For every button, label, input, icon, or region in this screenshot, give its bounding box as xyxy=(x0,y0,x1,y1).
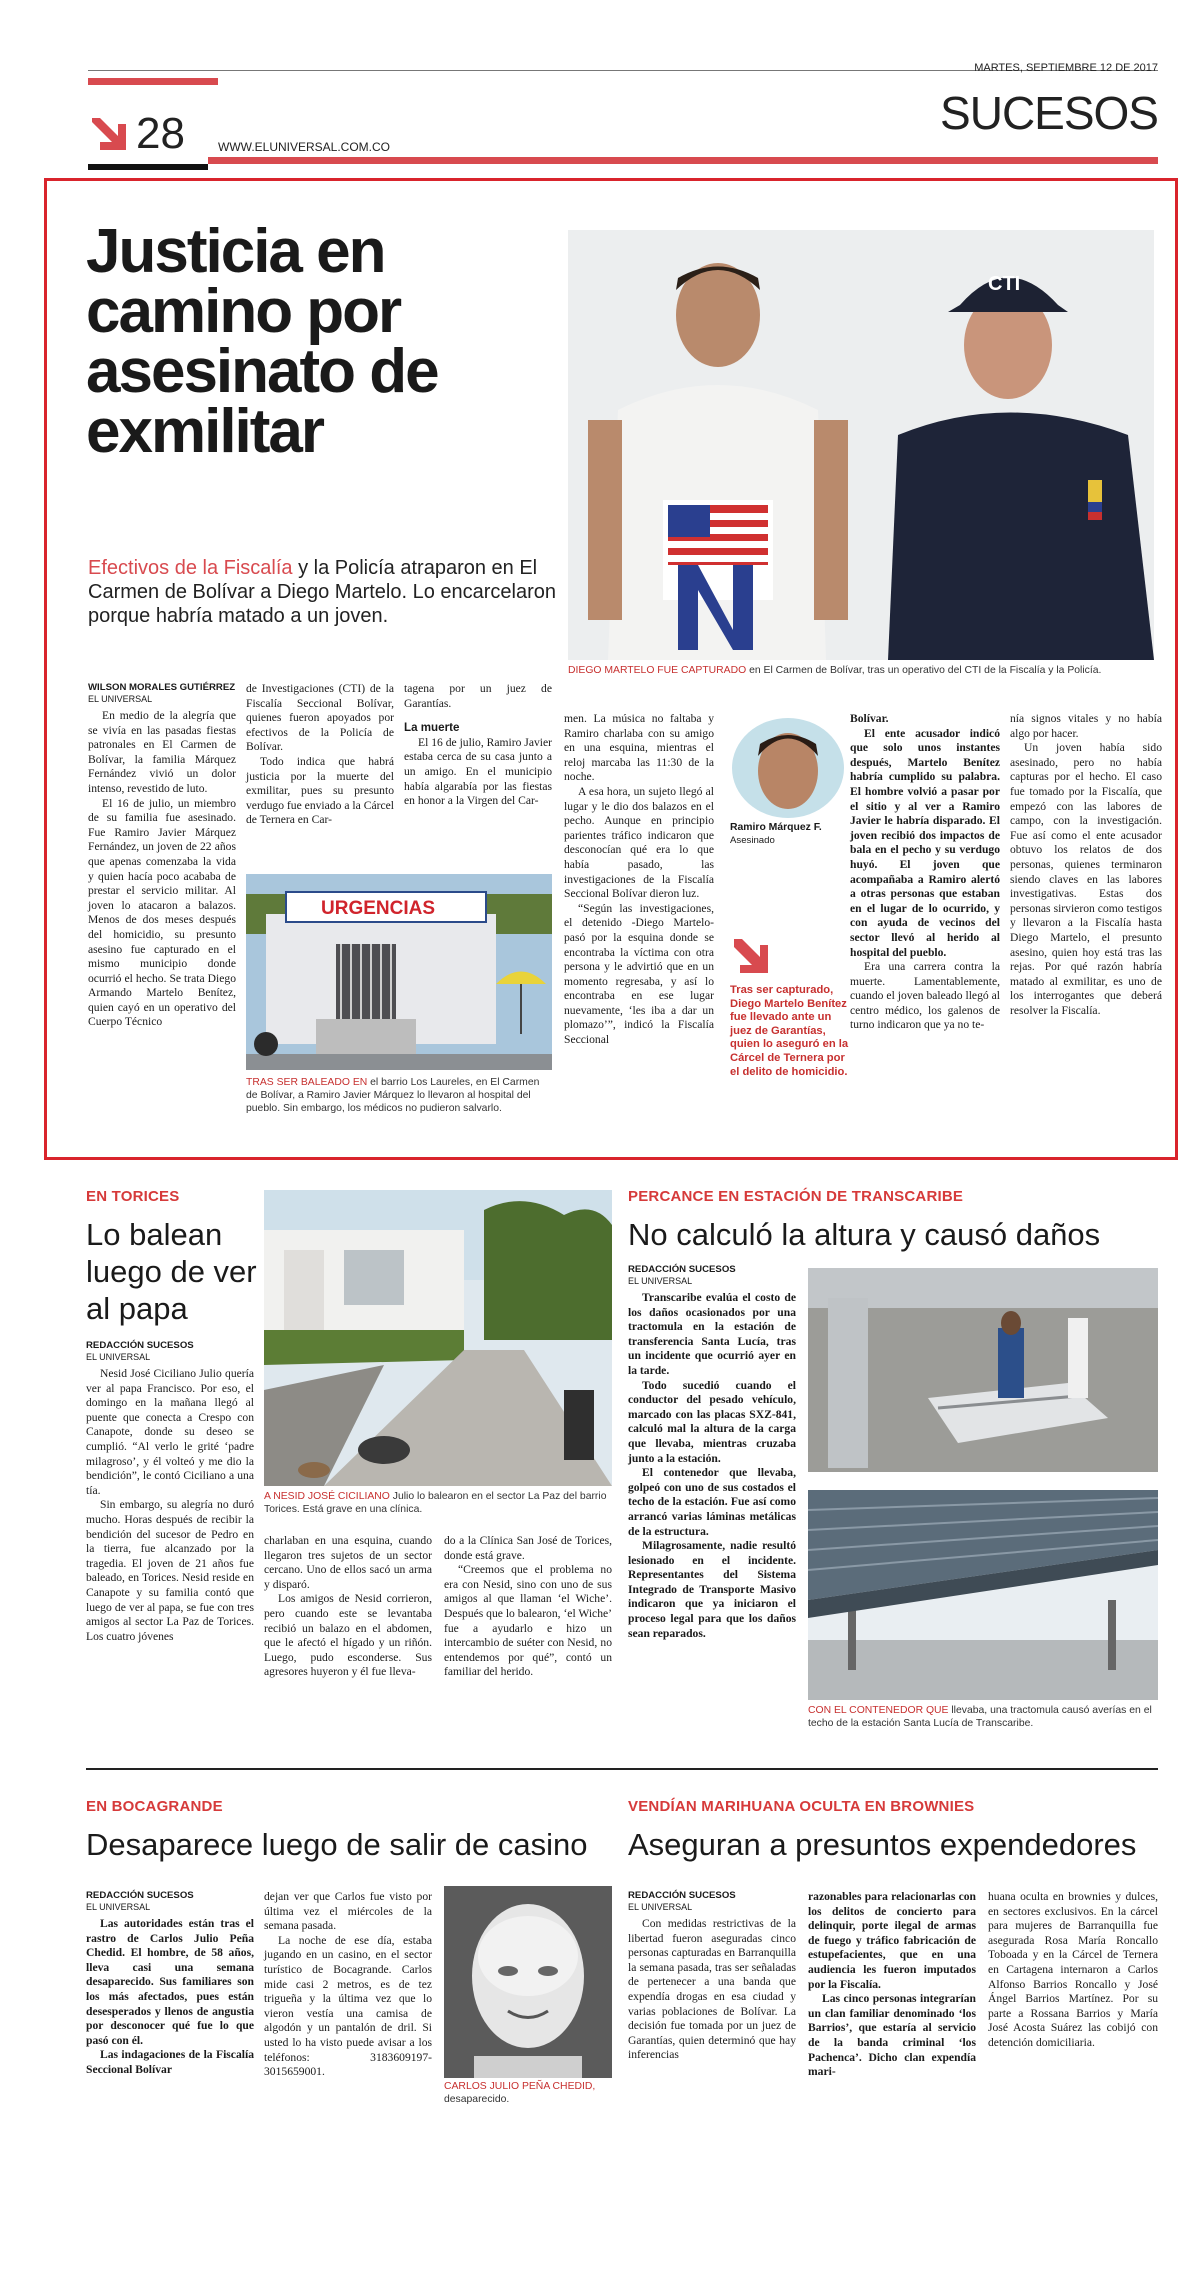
bocagrande-col-2 xyxy=(264,1890,432,2080)
section-divider xyxy=(86,1768,1158,1770)
lead-col-3 xyxy=(404,682,552,809)
lead-summary xyxy=(88,556,558,628)
summary-highlight-fiscalia: Efectivos de la Fiscalía xyxy=(88,557,293,579)
lead-photo-caption xyxy=(568,664,1158,677)
bocagrande-col2-p1: dejan ver que Carlos fue visto por última vez el miércoles de la semana pasada. xyxy=(264,1890,432,1933)
brownies-col2-p2: Las cinco personas integrarían un clan familiar denominado ‘los Barrios’, que estaría al servicio de la banda criminal ‘los Pachenca’. Dicho clan expendía mari- xyxy=(808,1992,976,2079)
transcaribe-p4: Milagrosamente, nadie resultó lesionado en el incidente. Representantes del Sistema Integrado de Transporte Masivo indicaron que ya iniciaron el proceso legal para que los daños sean reparados. xyxy=(628,1539,796,1640)
lead-col1-p1: En medio de la alegría que se vivía en las pasadas fiestas patronales en El Carmen de Bolívar, la familia Márquez Fernández vivió un dolor intenso, revestido de luto. xyxy=(88,709,236,795)
lead-col4-p1: men. La música no faltaba y Ramiro charlaba con su amigo en una esquina, mientras el reloj marcaba las 11:30 de la noche. xyxy=(564,712,714,784)
torices-headline: Lo balean luego de ver al papa xyxy=(86,1217,257,1326)
caption-lead: DIEGO MARTELO FUE CAPTURADO xyxy=(568,665,747,676)
summary-mid: y la Policía atraparon en xyxy=(292,557,520,579)
torices-caption-lead: A NESID JOSÉ CICILIANO xyxy=(264,1491,390,1502)
lead-col4-p3: “Según las investigaciones, el detenido -Diego Martelo- pasó por la esquina donde se encontraba la víctima con otra persona y le advirtió que en un momento regresaba, y así lo encontraba en ese lugar nuevamente, ‘les iba a dar un plomazo’”, indicó la Fiscalía Seccional xyxy=(564,901,714,1047)
torices-col1-p1: Nesid José Ciciliano Julio quería ver al papa Francisco. Por eso, el domingo en la mañana llegó al puente que conecta a Crespo con Canapote, donde su deseo se cumplió. “Al verlo le grité ‘padre milagroso’, y él volteó y me dio la bendición”, le contó Ciciliano a una tía. xyxy=(86,1367,254,1497)
lead-subhead: La muerte xyxy=(404,721,460,735)
bocagrande-byline: REDACCIÓN SUCESOS xyxy=(86,1890,194,1901)
transcaribe-caption-lead: CON EL CONTENEDOR QUE xyxy=(808,1705,949,1716)
header-black-underline xyxy=(88,164,208,170)
torices-street-photo xyxy=(264,1190,612,1486)
torices-col-1 xyxy=(86,1340,254,1644)
site-url[interactable]: WWW.ELUNIVERSAL.COM.CO xyxy=(218,140,391,154)
brownies-headline: Aseguran a presuntos expendedores xyxy=(628,1827,1137,1862)
lead-col5-p1: Bolívar. xyxy=(850,712,889,725)
brownies-col-1 xyxy=(628,1890,796,2063)
lead-photo-arrest xyxy=(568,230,1154,660)
lead-col6-p1: nía signos vitales y no había algo por hacer. xyxy=(1010,712,1162,740)
transcaribe-p3: El contenedor que llevaba, golpeó con uno de sus costados el techo de la estación. Fue así como arrancó varias láminas metálicas de la estructura. xyxy=(628,1466,796,1538)
hospital-caption-lead: TRAS SER BALEADO EN xyxy=(246,1077,368,1088)
lead-col-6 xyxy=(1010,712,1162,1018)
brownies-col3-p1: huana oculta en brownies y dulces, en sectores exclusivos. En la cárcel para mujeres de Barranquilla fue asegurada Rosa María Roncallo Toboada y en la Cárcel de Ternera en Cartagena internaron a Carlos Alfonso Barrios Roncallo y José Ángel Barrios Martínez. Por su parte a Rossana Barrios y María José Acosta Suárez las cobijó con detención domiciliaria. xyxy=(988,1890,1158,2049)
missing-person-photo xyxy=(444,1886,612,2078)
page-header xyxy=(88,62,1158,177)
cap-cti-text: CTI xyxy=(988,273,1021,295)
section-title: SUCESOS xyxy=(940,87,1158,139)
page-arrow-icon xyxy=(88,114,132,154)
transcaribe-byline-org: EL UNIVERSAL xyxy=(628,1276,693,1286)
torices-col-2 xyxy=(264,1534,432,1680)
transcaribe-caption xyxy=(808,1704,1158,1730)
issue-date: MARTES, SEPTIEMBRE 12 DE 2017 xyxy=(974,62,1158,74)
missing-caption-lead: CARLOS JULIO PEÑA CHEDID, xyxy=(444,2081,596,2092)
torices-col3-p2: “Creemos que el problema no era con Nesid, sino con uno de sus amigos al que llaman ‘el Wiche’. Después que lo balearon, ‘el Wiche’ fue a ayudarlo e hizo un intercambio de suéter con Nesid, no entendemos por qué”, contó un familiar del herido. xyxy=(444,1563,613,1679)
torices-col1-p2: Sin embargo, su alegría no duró mucho. Horas después de recibir la bendición del sucesor de Pedro en la tierra, fue alcanzado por la tragedia. El joven de 21 años fue baleado, en Torices. Nesid reside en Canapote y su familia contó que luego de ver al papa, se fue con tres amigos al sector La Paz de Torices. Los cuatro jóvenes xyxy=(86,1498,254,1643)
lead-col-1 xyxy=(88,682,236,1030)
bocagrande-col2-p2: La noche de ese día, estaba jugando en un casino, en el sector turístico de Bocagrande. Carlos mide casi 2 metros, es de tez trigueña y la última vez que lo vieron vestía una camisa de algodón y un pantalón de dril. Si usted lo ha visto puede avisar a los teléfonos: 3183609197-3015659001. xyxy=(264,1933,432,2079)
bocagrande-byline-org: EL UNIVERSAL xyxy=(86,1902,151,1912)
lead-byline: WILSON MORALES GUTIÉRREZ xyxy=(88,682,236,693)
lead-headline: Justicia en camino por asesinato de exmilitar xyxy=(86,217,438,466)
victim-portrait xyxy=(730,716,846,820)
summary-highlight-carmen: El Carmen de Bolívar xyxy=(88,557,538,603)
bocagrande-kicker: EN BOCAGRANDE xyxy=(86,1798,223,1815)
lead-col4-p2: A esa hora, un sujeto llegó al lugar y le dio dos balazos en el pecho. Aunque en principio parientes tráfico indicaron que desconocían qué era lo que había pasado, las investigaciones de la Fiscalía Seccional Bolívar dieron luz. xyxy=(564,784,714,901)
torices-byline-org: EL UNIVERSAL xyxy=(86,1352,151,1362)
flag-print-icon xyxy=(668,505,768,565)
bocagrande-col-1 xyxy=(86,1890,254,2078)
transcaribe-col xyxy=(628,1264,796,1641)
transcaribe-caption-rest: llevaba, una tractomula causó averías en el techo de la estación Santa Lucía de Transcaribe. xyxy=(808,1705,1152,1729)
hospital-caption-rest: el barrio Los Laureles, en El Carmen de Bolívar, a Ramiro Javier Márquez lo llevaron al hospital del pueblo. Sin embargo, los médicos no pudieron salvarlo. xyxy=(246,1077,540,1114)
caption-rest: en El Carmen de Bolívar, tras un operativo del CTI de la Fiscalía y la Policía. xyxy=(746,665,1102,676)
top-accent-bar xyxy=(88,78,218,85)
lead-col-4 xyxy=(564,712,714,1048)
lead-col-2 xyxy=(246,682,394,828)
missing-caption-rest: desaparecido. xyxy=(444,2094,510,2105)
pullquote: Tras ser capturado, Diego Martelo Benítez fue llevado ante un juez de Garantías, quien lo aseguró en la Cárcel de Ternera por el delito de homicidio. xyxy=(730,984,849,1078)
brownies-col-2 xyxy=(808,1890,976,2080)
pullquote-arrow-icon xyxy=(730,935,774,979)
transcaribe-p1: Transcaribe evalúa el costo de los daños ocasionados por una tractomula en la estación de transferencia Santa Lucía, tras un incidente que ocurrió ayer en la tarde. xyxy=(628,1291,796,1377)
lead-col6-p2: Un joven había sido asesinado, pero no había capturas por el hecho. El caso fue tomado por la Fiscalía, que empezó con las labores de campo, con la investigación. Fue así como el ente acusador obtuvo los relatos de dos personas, quienes terminaron siendo claves en las labores investigativas. Estas dos personas sirvieron como testigos y llevaron a la Fiscalía hasta Diego Martelo, el presunto asesino, quien hoy está tras las rejas. Por qué razón habría matado al exmilitar, es uno de los interrogantes que deberá resolver la Fiscalía. xyxy=(1010,741,1162,1017)
torices-col2-p1: charlaban en una esquina, cuando llegaron tres sujetos de un sector cercano. Uno de ellos sacó un arma y disparó. xyxy=(264,1534,432,1591)
hospital-caption xyxy=(246,1076,552,1115)
transcaribe-p2: Todo sucedió cuando el conductor del pesado vehículo, marcado con las placas SXZ-841, calculó mal la altura de la carga que llevaba, mientras cruzaba junto a la estación. xyxy=(628,1378,796,1465)
header-red-band xyxy=(208,157,1158,164)
urgencias-sign: URGENCIAS xyxy=(321,898,436,919)
brownies-col-3 xyxy=(988,1890,1158,2051)
lead-col3-p2: El 16 de julio, Ramiro Javier estaba cerca de su casa junto a un amigo. En el municipio había algarabía por las fiestas en honor a la Virgen del Car- xyxy=(404,735,552,808)
lead-col2-p1: de Investigaciones (CTI) de la Fiscalía Seccional Bolívar, quienes fueron apoyados por efectivos de la Policía de Bolívar. xyxy=(246,682,394,754)
transcaribe-headline: No calculó la altura y causó daños xyxy=(628,1217,1101,1252)
summary-rest: a Diego Martelo. Lo encarcelaron porque habría matado a un joven. xyxy=(88,581,557,627)
lead-col5-p2: El ente acusador indicó que solo unos instantes después, Martelo Benítez habría cumplido su palabra. El hombre volvió a pasar por el sitio y al ver a Ramiro Javier le habría disparado. El joven recibió dos impactos de bala en el pecho y su verdugo huyó. El joven que acompañaba a Ramiro alertó a otras personas que estaban en el lugar de lo ocurrido, y con ayuda de vecinos del sector llevó al herido al hospital del pueblo. xyxy=(850,726,1000,959)
torices-col-3 xyxy=(444,1534,612,1680)
transcaribe-byline: REDACCIÓN SUCESOS xyxy=(628,1264,736,1275)
torices-byline: REDACCIÓN SUCESOS xyxy=(86,1340,194,1351)
lead-byline-org: EL UNIVERSAL xyxy=(88,694,153,704)
bocagrande-col1-p2: Las indagaciones de la Fiscalía Seccional Bolívar xyxy=(86,2048,254,2076)
lead-col1-p2: El 16 de julio, un miembro de su familia fue asesinado. Fue Ramiro Javier Márquez Fernández, un joven de 22 años que apenas comenzaba la vida y quien hacía poco acababa de prestar el servicio militar. Al joven lo atacaron a balazos. Menos de dos meses después del homicidio, su presunto asesino fue capturado en el mismo municipio donde ocurrió el hecho. Se trata Diego Armando Martelo Benítez, quien cayó en un operativo del Cuerpo Técnico xyxy=(88,796,236,1029)
victim-name: Ramiro Márquez F. xyxy=(730,822,822,833)
brownies-byline-org: EL UNIVERSAL xyxy=(628,1902,693,1912)
torices-caption xyxy=(264,1490,612,1516)
brownies-col2-p1: razonables para relacionarlas con los delitos de concierto para delinquir, porte ilegal de armas de fuego y tráfico fabricación de estupefacientes, que en una audiencia les fueron imputados por la Fiscalía. xyxy=(808,1890,976,1991)
brownies-byline: REDACCIÓN SUCESOS xyxy=(628,1890,736,1901)
torices-col2-p2: Los amigos de Nesid corrieron, pero cuando este se levantaba recibió un balazo en el abdomen, que le afectó el hígado y un riñón. Luego, pudo esconderse. Sus agresores huyeron y él fue lleva- xyxy=(264,1592,432,1679)
lead-col5-p3: Era una carrera contra la muerte. Lamentablemente, cuando el joven baleado llegó al centro médico, los galenos de turno indicaron que ya no te- xyxy=(850,960,1000,1032)
lead-col3-p1: tagena por un juez de Garantías. xyxy=(404,682,552,710)
transcaribe-photo-2 xyxy=(808,1490,1158,1700)
hospital-photo xyxy=(246,874,552,1070)
bocagrande-col1-p1: Las autoridades están tras el rastro de Carlos Julio Peña Chedid. El hombre, de 58 años, lleva casi una semana desaparecido. Sus familiares son los más afectados, pues están desesperados y llenos de angustia por desconocer qué fue lo que pasó con él. xyxy=(86,1917,254,2047)
lead-col-5 xyxy=(850,712,1000,1033)
missing-person-caption xyxy=(444,2080,612,2106)
lead-col2-p2: Todo indica que habrá justicia por la muerte del exmilitar, pues su presunto verdugo fue enviado a la Cárcel de Ternera en Car- xyxy=(246,754,394,827)
brownies-col1-p1: Con medidas restrictivas de la libertad fueron aseguradas cinco personas capturadas en Barranquilla la semana pasada, tras ser señaladas de pertenecer a una banda que expendía drogas en esa ciudad y varias poblaciones de Bolívar. La decisión fue tomada por un juez de Garantías, quien determinó que hay inferencias xyxy=(628,1917,796,2062)
bocagrande-headline: Desaparece luego de salir de casino xyxy=(86,1827,588,1862)
torices-caption-rest: Julio lo balearon en el sector La Paz del barrio Torices. Está grave en una clínica. xyxy=(264,1491,607,1515)
torices-kicker: EN TORICES xyxy=(86,1188,180,1205)
torices-col3-p1: do a la Clínica San José de Torices, donde está grave. xyxy=(444,1534,612,1562)
transcaribe-photo-1 xyxy=(808,1268,1158,1472)
page-number: 28 xyxy=(136,109,185,158)
brownies-kicker: VENDÍAN MARIHUANA OCULTA EN BROWNIES xyxy=(628,1798,975,1815)
transcaribe-kicker: PERCANCE EN ESTACIÓN DE TRANSCARIBE xyxy=(628,1188,964,1205)
victim-label: Asesinado xyxy=(730,835,775,846)
